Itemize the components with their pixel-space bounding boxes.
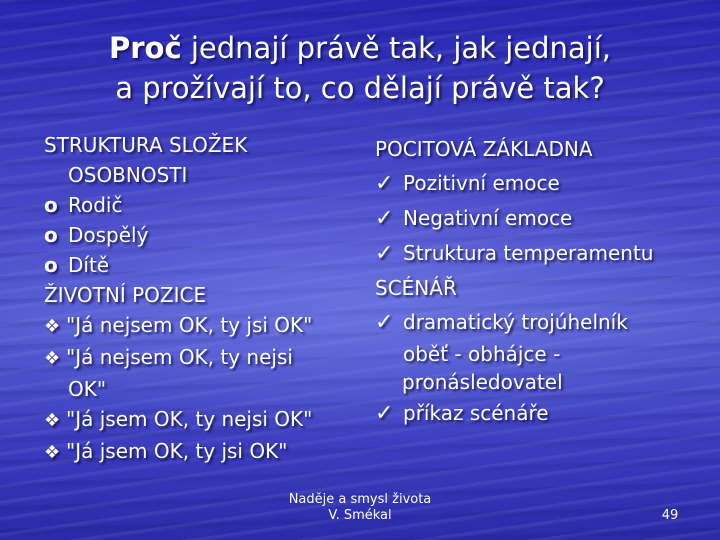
- list-item: [44, 404, 364, 436]
- list-item-label: "Já jsem OK, ty jsi OK": [66, 439, 288, 463]
- list-item-label: "Já nejsem OK, ty nejsi: [66, 345, 293, 369]
- list-item-label: příkaz scénáře: [403, 401, 549, 425]
- footer-line-2: V. Smékal: [328, 508, 392, 523]
- diamond-bullet-icon: ❖: [44, 442, 61, 463]
- title-emphasis: Proč: [108, 31, 182, 65]
- slide-footer: [260, 492, 460, 524]
- list-item: [44, 190, 364, 220]
- list-item-continuation: pronásledovatel: [402, 370, 563, 394]
- list-item: [44, 436, 364, 468]
- checkmark-icon: ✓: [375, 171, 394, 196]
- list-item: [375, 305, 705, 340]
- list-item-label: Dospělý: [68, 223, 149, 247]
- right-heading-feeling-basis: POCITOVÁ ZÁKLADNA: [375, 137, 593, 161]
- diamond-bullet-icon: ❖: [44, 348, 61, 369]
- left-heading-structure-cont: OSOBNOSTI: [68, 163, 188, 187]
- diamond-bullet-icon: ❖: [44, 410, 61, 431]
- left-heading-structure: STRUKTURA SLOŽEK: [44, 133, 248, 157]
- footer-line-1: Naděje a smysl života: [288, 492, 432, 507]
- left-column: [44, 130, 364, 468]
- diamond-bullet-icon: ❖: [44, 316, 61, 337]
- list-item-label: "Já jsem OK, ty nejsi OK": [66, 407, 313, 431]
- list-item-continuation: OK": [68, 377, 107, 401]
- list-item-label: "Já nejsem OK, ty jsi OK": [66, 313, 313, 337]
- list-item: [44, 310, 364, 342]
- list-item-label: Dítě: [68, 253, 110, 277]
- checkmark-icon: ✓: [375, 401, 394, 426]
- circle-bullet-icon: o: [44, 253, 58, 277]
- page-number: 49: [661, 508, 679, 523]
- list-item-label: dramatický trojúhelník: [403, 310, 628, 334]
- list-item: [44, 220, 364, 250]
- slide-title: [0, 28, 720, 108]
- list-item: [375, 396, 705, 431]
- right-column: [375, 132, 705, 431]
- list-item-label: Negativní emoce: [403, 206, 573, 230]
- title-line-1: [0, 28, 720, 68]
- title-line-1-text: jednají právě tak, jak jednají,: [181, 31, 611, 65]
- right-heading-script: SCÉNÁŘ: [375, 276, 457, 300]
- list-item-label: Rodič: [68, 193, 123, 217]
- title-line-2: a prožívají to, co dělají právě tak?: [115, 71, 605, 105]
- list-item: [375, 166, 705, 201]
- list-item-label: Pozitivní emoce: [403, 171, 560, 195]
- list-item: [375, 201, 705, 236]
- list-item: [375, 236, 705, 271]
- list-item-label: Struktura temperamentu: [403, 241, 654, 265]
- circle-bullet-icon: o: [44, 193, 58, 217]
- list-item: [44, 250, 364, 280]
- circle-bullet-icon: o: [44, 223, 58, 247]
- checkmark-icon: ✓: [375, 310, 394, 335]
- list-item: [44, 342, 364, 374]
- checkmark-icon: ✓: [375, 241, 394, 266]
- checkmark-icon: ✓: [375, 206, 394, 231]
- left-heading-life-position: ŽIVOTNÍ POZICE: [44, 283, 207, 307]
- list-item-continuation: oběť - obhájce -: [403, 342, 561, 366]
